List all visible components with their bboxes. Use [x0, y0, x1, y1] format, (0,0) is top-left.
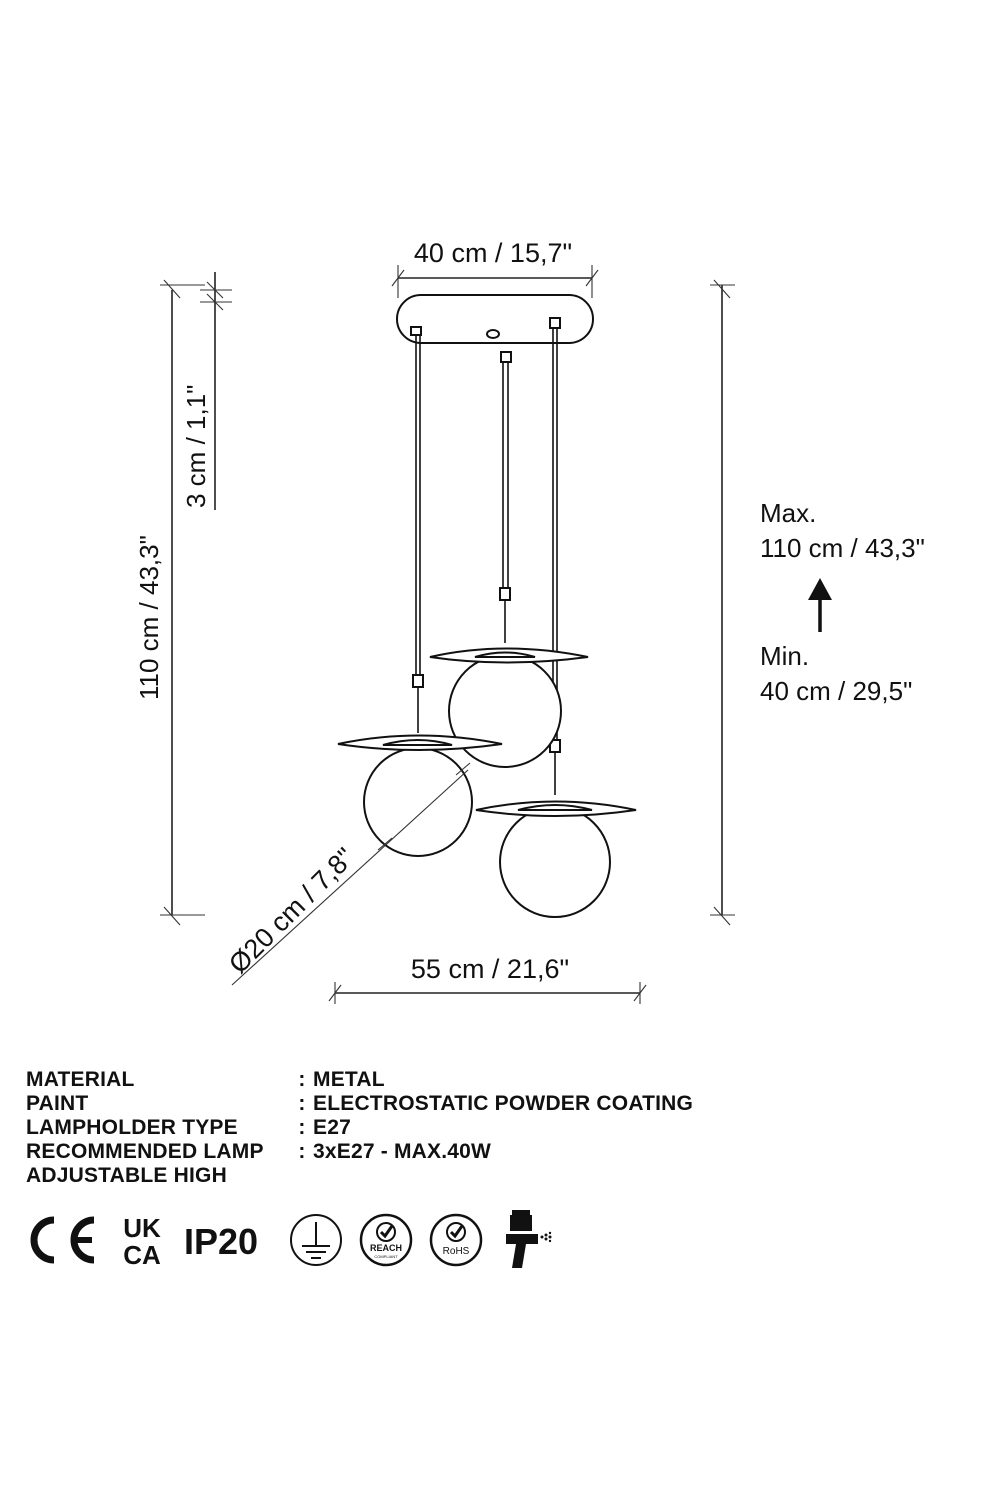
canopy-height-dimension	[181, 272, 232, 510]
ip-rating-label: IP20	[184, 1221, 259, 1262]
spec-label: MATERIAL	[26, 1068, 135, 1091]
spray-gun-icon	[498, 1208, 554, 1272]
spec-row-adjustable	[26, 1164, 926, 1188]
spec-value: 3xE27 - MAX.40W	[313, 1140, 492, 1163]
spec-value: METAL	[313, 1068, 385, 1091]
total-height-dimension	[134, 280, 205, 925]
ukca-mark-icon	[116, 1212, 168, 1268]
spec-label: RECOMMENDED LAMP	[26, 1140, 264, 1163]
spec-row-material	[26, 1068, 926, 1092]
adjustable-height-info	[760, 498, 925, 706]
adjustable-height-dimension	[710, 280, 735, 925]
globe-diameter-label: Ø20 cm / 7,8"	[223, 841, 361, 980]
canopy-height-label: 3 cm / 1,1"	[181, 384, 211, 508]
total-width-dimension	[329, 954, 646, 1004]
total-width-label: 55 cm / 21,6"	[410, 954, 570, 984]
spec-colon: :	[298, 1092, 306, 1115]
spec-colon: :	[298, 1140, 306, 1163]
total-height-label: 110 cm / 43,3"	[134, 535, 164, 700]
ce-mark-icon	[24, 1212, 102, 1268]
reach-label: REACH	[369, 1243, 403, 1253]
ip-rating	[182, 1212, 274, 1268]
ukca-top: UK	[123, 1213, 161, 1243]
certification-marks	[24, 1205, 568, 1275]
spec-colon: :	[298, 1068, 306, 1091]
min-value: 40 cm / 29,5"	[760, 676, 913, 706]
spec-row-paint	[26, 1092, 926, 1116]
spec-row-lampholder	[26, 1116, 926, 1140]
max-label: Max.	[760, 498, 817, 528]
ground-symbol-icon	[288, 1212, 344, 1268]
spec-value: E27	[313, 1116, 351, 1139]
max-value: 110 cm / 43,3"	[760, 533, 925, 563]
min-label: Min.	[760, 641, 810, 671]
spec-label: ADJUSTABLE HIGH	[26, 1164, 227, 1187]
spec-label: LAMPHOLDER TYPE	[26, 1116, 238, 1139]
canopy-width-label: 40 cm / 15,7"	[413, 238, 573, 268]
rohs-check-icon	[428, 1212, 484, 1268]
pendant-lamp-right	[476, 802, 636, 918]
rohs-label: RoHS	[442, 1246, 470, 1257]
spec-value: ELECTROSTATIC POWDER COATING	[313, 1092, 694, 1115]
ceiling-canopy	[397, 295, 593, 362]
specifications-table	[26, 1068, 926, 1188]
reach-sub-label: COMPLIANT	[374, 1254, 398, 1259]
ukca-bottom: CA	[123, 1240, 161, 1268]
spec-colon: :	[298, 1116, 306, 1139]
spec-row-recommended-lamp	[26, 1140, 926, 1164]
reach-check-icon	[358, 1212, 414, 1268]
arrow-up-icon	[808, 578, 832, 632]
spec-label: PAINT	[26, 1092, 89, 1115]
canopy-width-dimension	[392, 238, 598, 298]
